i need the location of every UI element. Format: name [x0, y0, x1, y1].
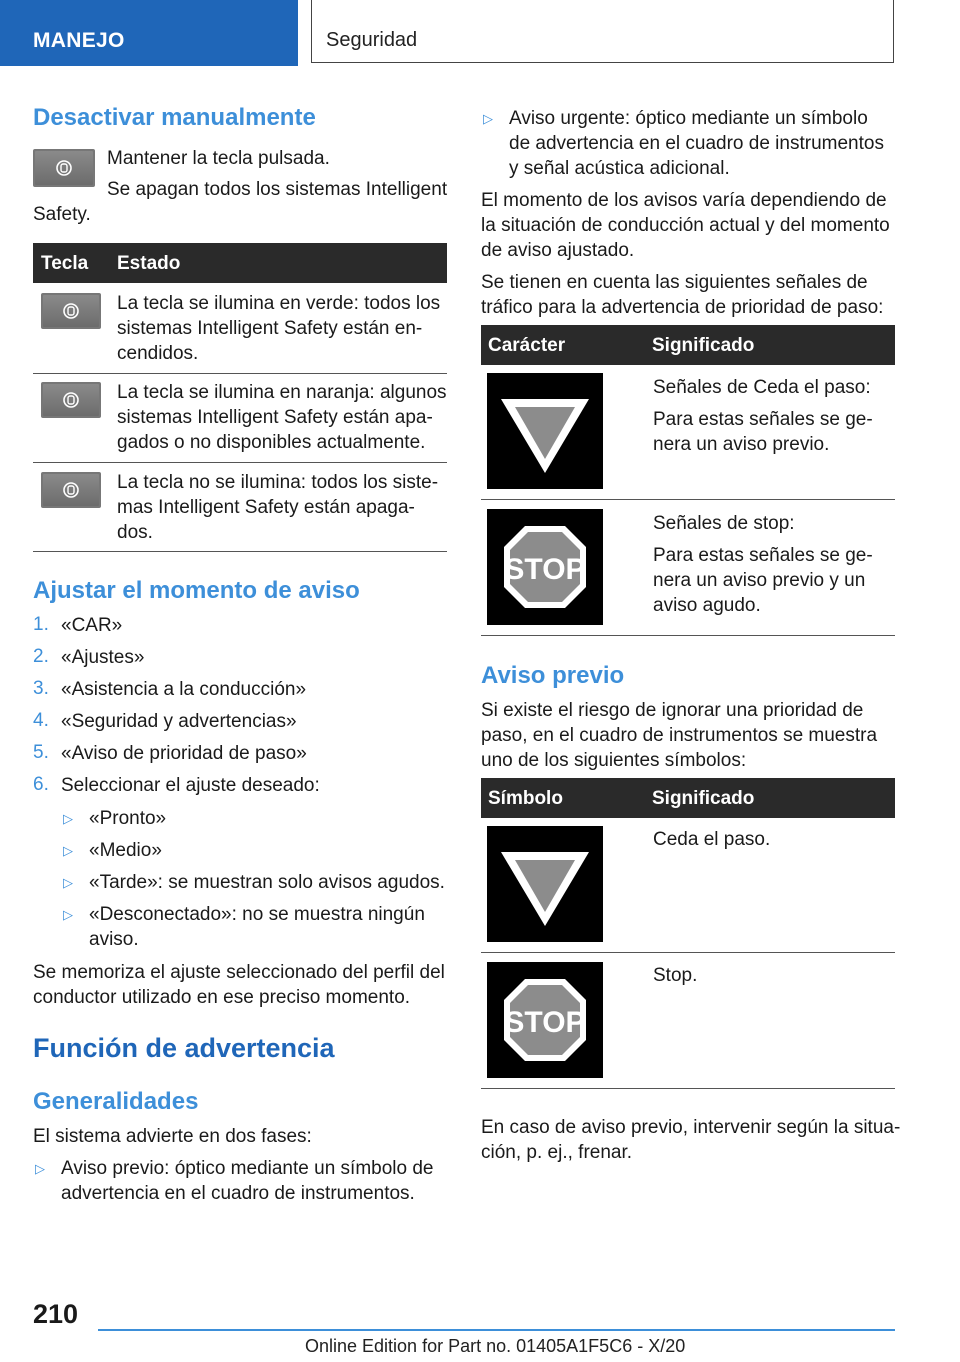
table-row-text: Ceda el paso.	[653, 829, 771, 850]
row-text-line: Para estas señales se ge-	[653, 545, 873, 566]
row-text-line: sistemas Intelligent Safety están apa-	[117, 407, 433, 428]
table-simbolo-header	[481, 778, 895, 818]
col-significado: Significado	[652, 788, 755, 809]
row-text-line: nera un aviso previo.	[653, 434, 830, 455]
table-tecla-header	[33, 243, 447, 283]
senales-text-b: tráfico para la advertencia de prioridad de paso:	[481, 297, 884, 318]
footer-edition: Online Edition for Part no. 01405A1F5C6 - X/20	[305, 1336, 686, 1356]
row-divider	[33, 551, 447, 552]
substep-text: aviso.	[89, 929, 139, 950]
row-divider	[481, 952, 895, 953]
desactivar-step-1: Mantener la tecla pulsada.	[107, 148, 330, 169]
table-row	[117, 291, 440, 366]
caso-text-a: En caso de aviso previo, intervenir según la situa-	[481, 1117, 901, 1138]
memoriza-text-b: conductor utilizado en ese preciso momento.	[33, 987, 411, 1008]
desactivar-text-a: Se apagan todos los sistemas Intelligent	[107, 179, 448, 200]
aviso-text-c: uno de los siguientes símbolos:	[481, 750, 747, 771]
bullet-triangle-icon: ▷	[63, 843, 73, 858]
row-text-line: gados o no disponibles actualmente.	[117, 432, 426, 453]
step-text: «Seguridad y advertencias»	[61, 711, 297, 732]
row-title: Señales de stop:	[653, 513, 795, 534]
row-text-line: sistemas Intelligent Safety están en-	[117, 318, 423, 339]
bullet-triangle-icon: ▷	[63, 907, 73, 922]
desactivar-text-b: Safety.	[33, 204, 91, 225]
table-caracter-header	[481, 325, 895, 365]
bullet-triangle-icon: ▷	[483, 111, 493, 126]
footer-rule	[98, 1329, 895, 1331]
table-row	[117, 380, 447, 455]
step-text: «CAR»	[61, 615, 123, 636]
substep-text: «Medio»	[89, 840, 162, 861]
substep-text: «Desconectado»: no se muestra ningún	[89, 904, 425, 925]
row-text-line: cendidos.	[117, 343, 199, 364]
col-tecla: Tecla	[41, 253, 89, 274]
stop-sign-text: STOP	[504, 1006, 586, 1039]
table-row	[653, 375, 873, 457]
intelligent-safety-key-icon	[41, 293, 101, 329]
step-text: Seleccionar el ajuste deseado:	[61, 775, 320, 796]
row-divider	[33, 373, 447, 374]
step-text: «Asistencia a la conducción»	[61, 679, 307, 700]
step-number: 6.	[33, 774, 49, 795]
momento-text-a: El momento de los avisos varía dependiendo de	[481, 190, 887, 211]
heading-desactivar: Desactivar manualmente	[33, 104, 316, 131]
step-text: «Aviso de prioridad de paso»	[61, 743, 307, 764]
step-number: 3.	[33, 678, 49, 699]
bullet-triangle-icon: ▷	[63, 811, 73, 826]
bullet-triangle-icon: ▷	[35, 1161, 45, 1176]
row-text-line: La tecla se ilumina en verde: todos los	[117, 293, 441, 314]
col-significado: Significado	[652, 335, 755, 356]
col-simbolo: Símbolo	[488, 788, 563, 809]
substep-text: «Pronto»	[89, 808, 167, 829]
table-row-text: Stop.	[653, 965, 698, 986]
fase2-text-b: de advertencia en el cuadro de instrumentos	[509, 133, 884, 154]
intelligent-safety-key-icon	[41, 472, 101, 508]
heading-ajustar: Ajustar el momento de aviso	[33, 577, 360, 604]
row-divider	[33, 462, 447, 463]
step-number: 1.	[33, 614, 49, 635]
row-divider	[481, 635, 895, 636]
heading-generalidades: Generalidades	[33, 1088, 199, 1115]
step-text: «Ajustes»	[61, 647, 145, 668]
row-text-line: La tecla se ilumina en naranja: algunos	[117, 382, 447, 403]
row-text-line: dos.	[117, 522, 153, 543]
memoriza-text-a: Se memoriza el ajuste seleccionado del perfil del	[33, 962, 445, 983]
aviso-text-a: Si existe el riesgo de ignorar una prioridad de	[481, 700, 864, 721]
generalidades-text: El sistema advierte en dos fases:	[33, 1126, 312, 1147]
row-text-line: Para estas señales se ge-	[653, 409, 873, 430]
fase2-text-a: Aviso urgente: óptico mediante un símbolo	[509, 108, 868, 129]
row-divider	[481, 499, 895, 500]
aviso-text-b: paso, en el cuadro de instrumentos se muestra	[481, 725, 878, 746]
momento-text-b: la situación de conducción actual y del momento	[481, 215, 890, 236]
caso-text-b: ción, p. ej., frenar.	[481, 1142, 633, 1163]
row-text-line: nera un aviso previo y un	[653, 570, 866, 591]
intelligent-safety-key-icon	[33, 149, 95, 187]
senales-text-a: Se tienen en cuenta las siguientes señales de	[481, 272, 868, 293]
intelligent-safety-key-icon	[41, 382, 101, 418]
step-number: 2.	[33, 646, 49, 667]
table-row	[653, 511, 873, 618]
chapter-label: Seguridad	[326, 29, 418, 51]
fase1-text-a: Aviso previo: óptico mediante un símbolo de	[61, 1158, 434, 1179]
row-text-line: La tecla no se ilumina: todos los siste-	[117, 472, 439, 493]
heading-aviso-previo: Aviso previo	[481, 662, 625, 689]
step-number: 4.	[33, 710, 49, 731]
bullet-triangle-icon: ▷	[63, 875, 73, 890]
row-text-line: aviso agudo.	[653, 595, 761, 616]
step-number: 5.	[33, 742, 49, 763]
stop-sign-text: STOP	[504, 553, 586, 586]
col-estado: Estado	[117, 253, 181, 274]
col-caracter: Carácter	[488, 335, 566, 356]
row-text-line: mas Intelligent Safety están apaga-	[117, 497, 415, 518]
row-divider	[481, 1088, 895, 1089]
chapter-tab	[311, 0, 894, 63]
substep-text: «Tarde»: se muestran solo avisos agudos.	[89, 872, 445, 893]
table-row	[117, 470, 438, 545]
stop-sign-icon	[487, 962, 603, 1078]
fase2-text-c: y señal acústica adicional.	[509, 158, 730, 179]
yield-sign-icon	[487, 373, 603, 489]
page-number: 210	[33, 1299, 79, 1329]
yield-sign-icon	[487, 826, 603, 942]
stop-sign-icon	[487, 509, 603, 625]
section-label: MANEJO	[33, 29, 125, 52]
fase1-text-b: advertencia en el cuadro de instrumentos.	[61, 1183, 415, 1204]
heading-funcion: Función de advertencia	[33, 1033, 335, 1063]
momento-text-c: de aviso ajustado.	[481, 240, 635, 261]
section-tab	[0, 0, 298, 66]
row-title: Señales de Ceda el paso:	[653, 377, 871, 398]
